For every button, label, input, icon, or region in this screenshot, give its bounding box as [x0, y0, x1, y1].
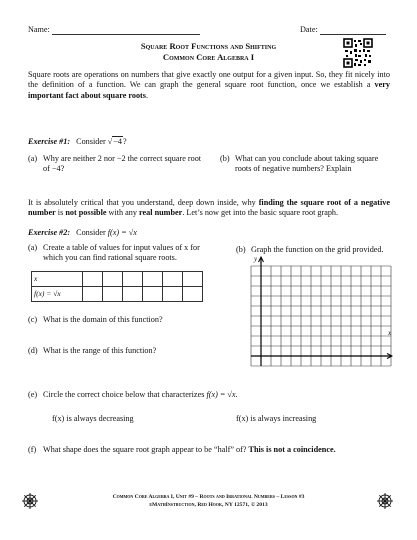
name-line[interactable]: [52, 25, 200, 35]
table-cell[interactable]: [103, 287, 123, 302]
part2e-text: Circle the correct choice below that characterizes: [43, 390, 205, 399]
part2c-letter: (c): [28, 315, 38, 324]
exercise1-prompt-end: ?: [122, 137, 127, 146]
graph-grid[interactable]: [243, 256, 393, 372]
intro-paragraph: [28, 70, 390, 101]
part2a-letter: (a): [28, 243, 38, 252]
table-cell[interactable]: [163, 287, 183, 302]
exercise1-radicand: −4: [113, 137, 122, 146]
part-a-text: Why are neither 2 nor −2 the correct square root of −4?: [43, 154, 202, 174]
exercise2-part-e: [28, 390, 238, 400]
exercise1-part-b: [220, 154, 390, 175]
table-cell[interactable]: [163, 272, 183, 287]
footer-line2: eMathInstruction, Red Hook, NY 12571, © 2013: [149, 502, 268, 508]
choice-increasing[interactable]: [236, 414, 316, 424]
part2f-text: What shape does the square root graph appear to be “half” of?: [43, 445, 247, 454]
intro-end: .: [145, 90, 149, 100]
exercise2-part-d: [28, 346, 156, 356]
table-cell[interactable]: [183, 287, 203, 302]
y-axis-label: y: [254, 255, 258, 263]
date-line[interactable]: [320, 25, 386, 35]
transition-paragraph: [28, 198, 390, 219]
table-cell[interactable]: [83, 287, 103, 302]
choice2-text: f(x) is always increasing: [236, 414, 317, 423]
table-cell[interactable]: [143, 287, 163, 302]
choice-decreasing[interactable]: [52, 414, 134, 424]
table-cell[interactable]: [83, 272, 103, 287]
table-cell[interactable]: [183, 272, 203, 287]
part2e-function: f(x) = √x: [206, 390, 236, 399]
table-cell[interactable]: [103, 272, 123, 287]
table-cell[interactable]: [123, 272, 143, 287]
exercise1-heading: [28, 137, 127, 147]
table-fx-label: f(x) = √x: [32, 287, 83, 302]
part2d-text: What is the range of this function?: [43, 346, 157, 355]
title-line2: Common Core Algebra I: [162, 51, 255, 62]
exercise2-part-c: [28, 315, 163, 325]
part-b-text: What can you conclude about taking square roots of negative numbers? Explain: [235, 154, 379, 174]
table-x-label: x: [32, 272, 83, 287]
qr-code-icon: [343, 38, 373, 68]
transition-mid1: is: [57, 208, 64, 218]
table-row: [32, 272, 203, 287]
part-a-letter: (a): [28, 154, 38, 163]
part-b-letter: (b): [220, 154, 230, 163]
exercise2-part-b: [236, 245, 406, 255]
exercise1-prompt: Consider: [76, 137, 106, 146]
exercise2-part-f: [28, 445, 336, 455]
title-line1: Square Root Functions and Shifting: [140, 41, 277, 51]
coordinate-grid[interactable]: [243, 256, 393, 372]
values-table-wrap: [31, 271, 203, 302]
table-row: [32, 287, 203, 302]
name-label: Name:: [28, 25, 50, 34]
exercise2-label: Exercise #2:: [28, 228, 71, 237]
name-field[interactable]: [28, 25, 200, 35]
date-label: Date:: [300, 25, 318, 34]
date-field[interactable]: [300, 25, 386, 35]
transition-post: . Let’s now get into the basic square root graph.: [182, 208, 339, 218]
part2e-end: .: [235, 390, 238, 399]
transition-bold1: finding the square root of a negative number: [28, 198, 390, 218]
table-cell[interactable]: [123, 287, 143, 302]
part2d-letter: (d): [28, 346, 38, 355]
transition-bold2: not possible: [65, 208, 107, 218]
footer-line1: Common Core Algebra I, Unit #9 – Roots and Irrational Numbers – Lesson #3: [112, 494, 305, 500]
exercise2-function: f(x) = √x: [107, 228, 137, 237]
part2f-letter: (f): [28, 445, 37, 454]
part2f-bold: This is not a coincidence.: [248, 445, 336, 454]
exercise1-part-a: [28, 154, 206, 175]
exercise2-heading: [28, 228, 137, 238]
qr-code: [343, 38, 373, 68]
part2b-text: Graph the function on the grid provided.: [251, 245, 384, 254]
choice1-text: f(x) is always decreasing: [52, 414, 134, 423]
exercise2-part-a: [28, 243, 208, 264]
transition-mid2: with any: [108, 208, 137, 218]
part2c-text: What is the domain of this function?: [43, 315, 163, 324]
exercise1-radical: √−4: [107, 137, 122, 146]
part2a-text: Create a table of values for input values of x for which you can find rational square roots.: [43, 243, 200, 263]
exercise2-prompt: Consider: [76, 228, 106, 237]
exercise1-label: Exercise #1:: [28, 137, 71, 146]
intro-text: Square roots are operations on numbers that give exactly one output for a given input. So, they fit nicely into the definition of a function. We can graph the general square root function, once we establish a: [28, 70, 390, 90]
values-table: [31, 271, 203, 302]
x-axis-label: x: [388, 329, 392, 337]
part2b-letter: (b): [236, 245, 246, 254]
table-cell[interactable]: [143, 272, 163, 287]
transition-pre: It is absolutely critical that you understand, deep down inside, why: [28, 198, 256, 207]
transition-bold3: real number: [139, 208, 183, 218]
intro-bold: very important fact about square roots: [28, 80, 390, 100]
part2e-letter: (e): [28, 390, 38, 399]
